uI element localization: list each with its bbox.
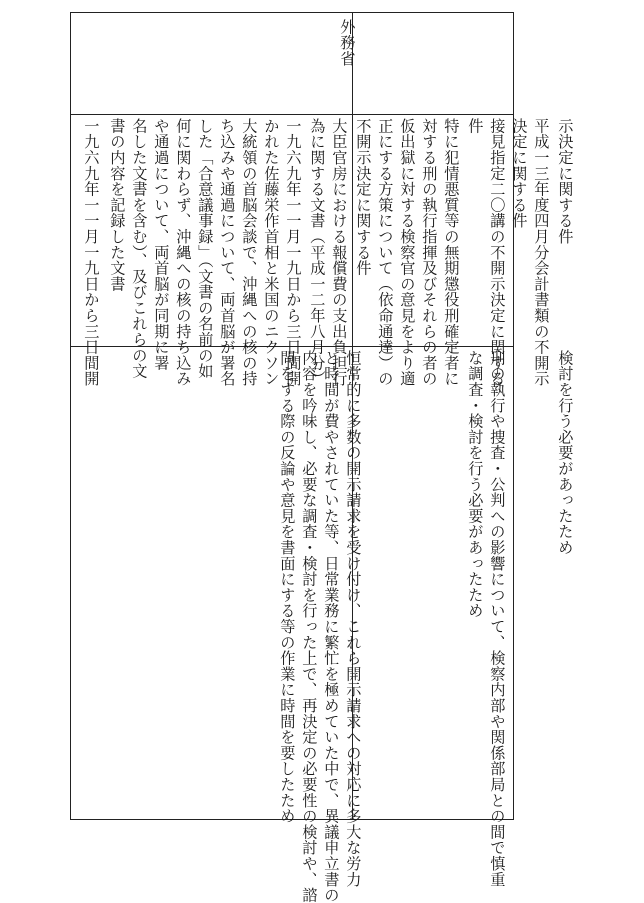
case-name-row6-line3: 大統領の首脳会談で、沖縄への核の持 [240, 118, 259, 387]
case-name-row6-line6: 何に関わらず、沖縄への核の持ち込み [174, 118, 193, 387]
reason-row2-line2: な調査・検討を行う必要があったため [466, 350, 485, 619]
case-name-row1: 示決定に関する件 [556, 118, 575, 245]
case-name-row4-line5: 不開示決定に関する件 [354, 118, 373, 276]
ministry-label: 外務省 [338, 19, 357, 67]
case-name-row2-line2: 決定に関する件 [510, 118, 529, 229]
case-name-row6-line1: 一九六九年一一月一九日から三日間開 [284, 118, 303, 387]
case-name-row6-line7: や通過について、両首脳が同期に署 [152, 118, 171, 371]
reason-row4-line4: 問をする際の反論や意見を書面にする等の作業に時間を要したため [278, 350, 297, 824]
case-name-row4-line3: 仮出獄に対する検察官の意見をより適 [398, 118, 417, 387]
case-name-row6-line4: ち込みや通過について、両首脳が署名 [218, 118, 237, 387]
reason-row4-line1: 恒常的に多数の開示請求を受け付け、これら開示請求への対応に多大な労力 [344, 350, 363, 888]
case-name-row6-line5: した「合意議事録」（文書の名前の如 [196, 118, 215, 379]
case-name-row4-line2: 対する刑の執行指揮及びそれらの者の [420, 118, 439, 387]
reason-row2-line1: 刑の執行や捜査・公判への影響について、検察内部や関係部局との間で慎重 [488, 350, 507, 888]
case-name-row6-line8: 名した文書を含む）、及びこれらの文 [130, 118, 149, 379]
case-name-row6-line2: かれた佐藤栄作首相と米国のニクソン [262, 118, 281, 387]
case-name-row5-line1: 大臣官房における報償費の支出負担行 [330, 118, 349, 387]
case-name-row2-line1: 平成一三年度四月分会計書類の不開示 [532, 118, 551, 387]
case-name-row7-line1: 一九六九年一一月一九日から三日間開 [82, 118, 101, 387]
case-name-row4-line1: 特に犯情悪質等の無期懲役刑確定者に [442, 118, 461, 387]
reason-row4-line2: と時間が費やされていた等、日常業務に繁忙を極めていた中で、異議申立書の [322, 350, 341, 903]
reason-row1: 検討を行う必要があったため [556, 350, 575, 556]
case-name-row3-line2: 件 [466, 118, 485, 134]
case-name-row6-line9: 書の内容を記録した文書 [108, 118, 127, 292]
reason-row4-line3: 内容を吟味し、必要な調査・検討を行った上で、再決定の必要性の検討や、諮 [300, 350, 319, 903]
case-name-row3-line1: 接見指定二〇講の不開示決定に関する [488, 118, 507, 387]
case-name-row4-line4: 正にする方策について（依命通達）の [376, 118, 395, 387]
row-divider-header [70, 114, 514, 115]
case-name-row5-line2: 為に関する文書（平成一二年八月分） [308, 118, 327, 387]
